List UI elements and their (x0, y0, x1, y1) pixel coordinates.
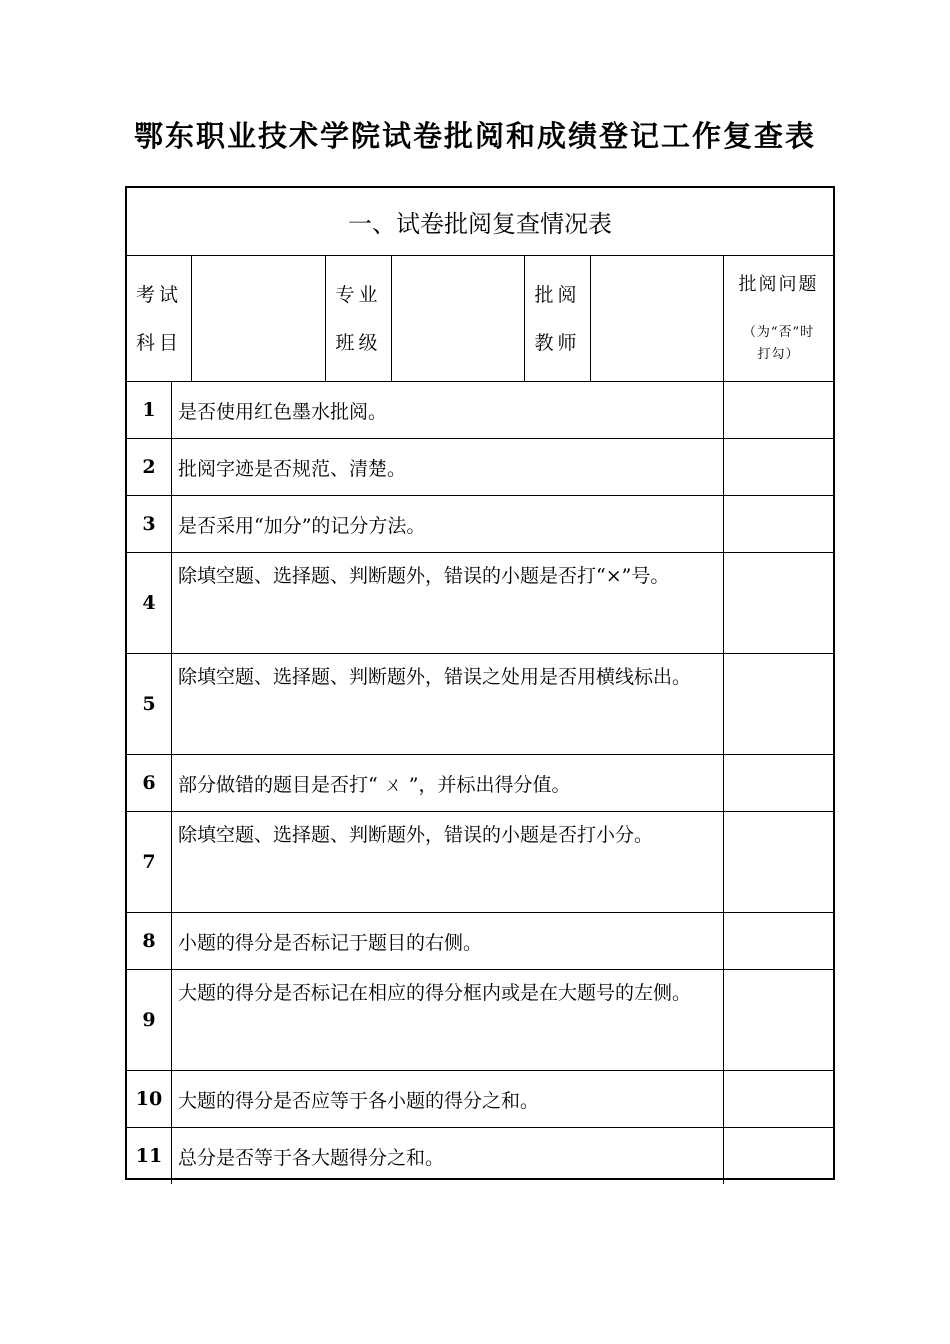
section-title: 一、试卷批阅复查情况表 (127, 188, 833, 256)
class-label-line1: 专业 (335, 283, 382, 306)
item-text: 部分做错的题目是否打“ ㄨ ”，并标出得分值。 (178, 773, 571, 796)
table-row (127, 970, 833, 1071)
item-text: 是否使用红色墨水批阅。 (178, 400, 388, 423)
item-number: 10 (127, 1071, 172, 1127)
issue-note-line1: （为“否”时 (742, 325, 815, 340)
issue-checkbox-cell[interactable] (724, 812, 833, 912)
item-text: 除填空题、选择题、判断题外，错误的小题是否打“×”号。 (178, 565, 670, 587)
item-text-cell (171, 970, 724, 1070)
issue-checkbox-cell[interactable] (724, 1128, 833, 1184)
item-number: 4 (127, 553, 172, 653)
table-row (127, 553, 833, 654)
item-text: 除填空题、选择题、判断题外，错误之处用是否用横线标出。 (178, 666, 692, 688)
class-label-line2: 班级 (335, 331, 382, 354)
table-row (127, 1128, 833, 1184)
item-text-cell (171, 553, 724, 653)
issue-checkbox-cell[interactable] (724, 439, 833, 495)
item-text: 小题的得分是否标记于题目的右侧。 (178, 931, 483, 954)
item-number: 8 (127, 913, 172, 969)
issue-note (743, 322, 814, 366)
subject-value-field[interactable] (192, 256, 326, 382)
item-text-cell (171, 382, 724, 438)
subject-label (127, 256, 192, 382)
item-number: 6 (127, 755, 172, 811)
item-text: 是否采用“加分”的记分方法。 (178, 514, 426, 537)
item-number: 9 (127, 970, 172, 1070)
table-row (127, 1071, 833, 1128)
item-number: 5 (127, 654, 172, 754)
subject-label-line1: 考试 (135, 283, 182, 306)
subject-label-line2: 科目 (135, 331, 182, 354)
issue-label: 批阅问题 (738, 274, 819, 295)
item-number: 11 (127, 1128, 172, 1184)
item-text-cell (171, 1071, 724, 1127)
class-value-field[interactable] (392, 256, 525, 382)
teacher-value-field[interactable] (591, 256, 724, 382)
item-text-cell (171, 439, 724, 495)
item-number: 7 (127, 812, 172, 912)
issue-checkbox-cell[interactable] (724, 1071, 833, 1127)
issue-checkbox-cell[interactable] (724, 496, 833, 552)
item-text: 大题的得分是否应等于各小题的得分之和。 (178, 1089, 540, 1112)
table-row (127, 755, 833, 812)
teacher-label (525, 256, 591, 382)
item-text: 批阅字迹是否规范、清楚。 (178, 457, 407, 480)
table-row (127, 913, 833, 970)
document-title: 鄂东职业技术学院试卷批阅和成绩登记工作复查表 (133, 119, 816, 153)
item-text: 总分是否等于各大题得分之和。 (178, 1146, 445, 1169)
teacher-label-line1: 批阅 (534, 283, 581, 306)
item-number: 1 (127, 382, 172, 438)
item-text-cell (171, 654, 724, 754)
item-text-cell (171, 1128, 724, 1184)
table-row (127, 812, 833, 913)
table-row (127, 496, 833, 553)
teacher-label-line2: 教师 (534, 331, 581, 354)
issue-checkbox-cell[interactable] (724, 755, 833, 811)
class-label (326, 256, 392, 382)
issue-checkbox-cell[interactable] (724, 654, 833, 754)
item-text: 除填空题、选择题、判断题外，错误的小题是否打小分。 (178, 824, 654, 846)
issue-column-header (724, 256, 833, 382)
item-text-cell (171, 913, 724, 969)
table-row (127, 439, 833, 496)
item-text-cell (171, 755, 724, 811)
issue-note-line2: 打勾） (757, 347, 800, 362)
issue-checkbox-cell[interactable] (724, 553, 833, 653)
table-row (127, 382, 833, 439)
item-number: 3 (127, 496, 172, 552)
issue-checkbox-cell[interactable] (724, 913, 833, 969)
table-row (127, 654, 833, 755)
item-number: 2 (127, 439, 172, 495)
item-text-cell (171, 496, 724, 552)
issue-checkbox-cell[interactable] (724, 382, 833, 438)
review-table (125, 186, 835, 1180)
item-text: 大题的得分是否标记在相应的得分框内或是在大题号的左侧。 (178, 982, 692, 1004)
item-text-cell (171, 812, 724, 912)
issue-checkbox-cell[interactable] (724, 970, 833, 1070)
